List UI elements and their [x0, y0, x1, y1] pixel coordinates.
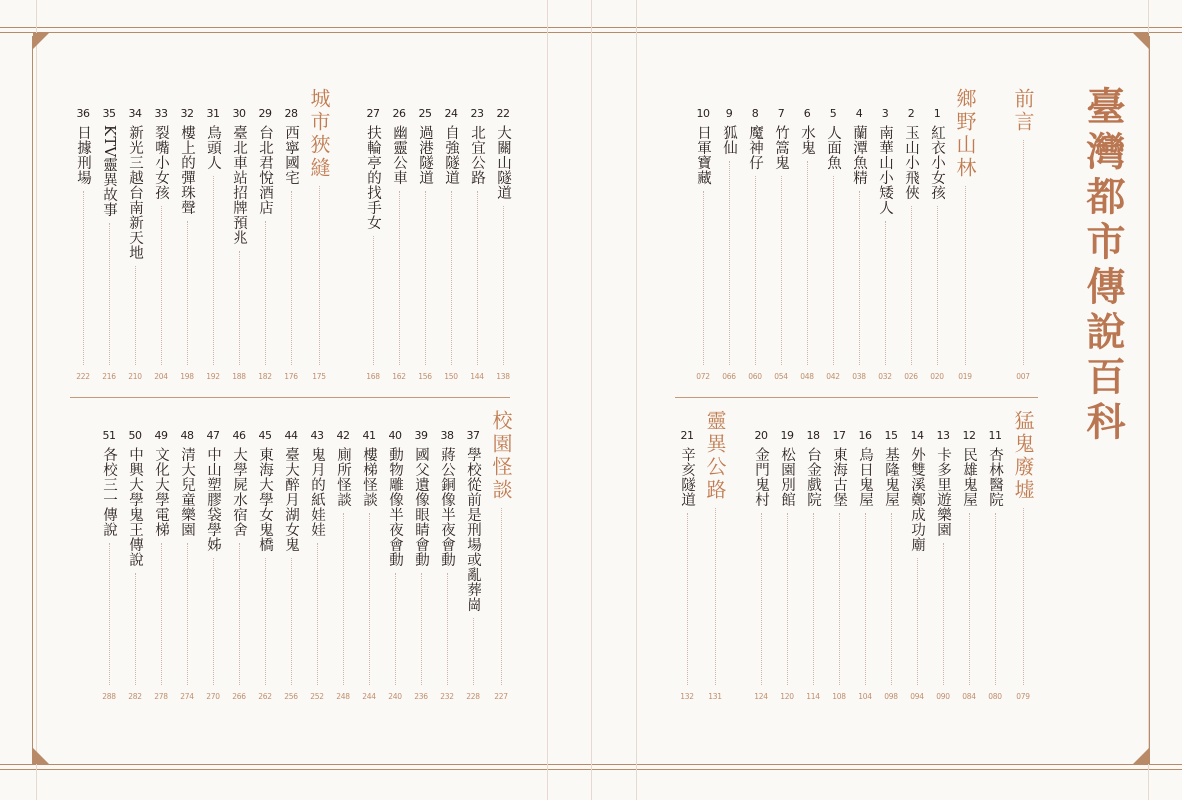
leader-dots — [1023, 508, 1024, 685]
entry-number: 25 — [418, 107, 432, 120]
leader-dots — [135, 266, 136, 365]
toc-entry[interactable] — [932, 430, 954, 704]
entry-title: 玉山小飛俠 — [903, 125, 919, 200]
entry-title: 魔神仔 — [747, 125, 763, 170]
leader-dots — [937, 206, 938, 365]
leader-dots — [501, 508, 502, 685]
entry-page-number: 038 — [852, 372, 866, 381]
entry-title: 民雄鬼屋 — [961, 447, 977, 507]
entry-title: 紅衣小女孩 — [929, 125, 945, 200]
entry-title: 東海大學女鬼橋 — [257, 447, 273, 552]
entry-title: 臺大醉月湖女鬼 — [283, 447, 299, 552]
entry-number: 6 — [803, 107, 811, 120]
leader-dots — [109, 223, 110, 365]
leader-dots — [425, 191, 426, 365]
entry-title: 人面魚 — [825, 125, 841, 170]
entry-page-number: 048 — [800, 372, 814, 381]
entry-title: 中山塑膠袋學姊 — [205, 447, 221, 552]
entry-number: 40 — [388, 429, 402, 442]
entry-page-number: 270 — [206, 692, 220, 701]
entry-title: 外雙溪鄭成功廟 — [909, 447, 925, 552]
toc-entry[interactable] — [306, 430, 328, 704]
section-page-number: 175 — [312, 372, 326, 381]
toc-entry[interactable] — [98, 430, 120, 704]
leader-dots — [421, 573, 422, 685]
section-title: 猛鬼廢墟 — [1011, 410, 1035, 502]
leader-dots — [213, 558, 214, 685]
leader-dots — [265, 558, 266, 685]
entry-number: 37 — [466, 429, 480, 442]
toc-entry[interactable] — [828, 430, 850, 704]
spine-guide — [591, 0, 592, 800]
section-city[interactable] — [306, 88, 332, 384]
corner-ornament-bottom-right — [1133, 748, 1149, 764]
section-title: 城市狹縫 — [307, 88, 331, 180]
toc-entry[interactable] — [440, 108, 462, 384]
entry-number: 5 — [829, 107, 837, 120]
toc-entry[interactable] — [466, 108, 488, 384]
leader-dots — [239, 543, 240, 685]
leader-dots — [265, 221, 266, 365]
leader-dots — [1023, 140, 1024, 365]
toc-entry[interactable] — [770, 108, 792, 384]
leader-dots — [865, 513, 866, 685]
toc-entry[interactable] — [492, 108, 514, 384]
leader-dots — [917, 558, 918, 685]
section-campus[interactable] — [488, 410, 514, 704]
entry-number: 14 — [910, 429, 924, 442]
leader-dots — [161, 206, 162, 365]
entry-number: 9 — [725, 107, 733, 120]
entry-number: 30 — [232, 107, 246, 120]
toc-entry[interactable] — [900, 108, 922, 384]
entry-page-number: 066 — [722, 372, 736, 381]
leader-dots — [891, 513, 892, 685]
toc-entry[interactable] — [750, 430, 772, 704]
entry-page-number: 278 — [154, 692, 168, 701]
entry-number: 19 — [780, 429, 794, 442]
entry-title: 裂嘴小女孩 — [153, 125, 169, 200]
entry-title: 烏日鬼屋 — [857, 447, 873, 507]
entry-page-number: 098 — [884, 692, 898, 701]
entry-page-number: 216 — [102, 372, 116, 381]
entry-number: 32 — [180, 107, 194, 120]
entry-page-number: 252 — [310, 692, 324, 701]
entry-page-number: 248 — [336, 692, 350, 701]
entry-number: 28 — [284, 107, 298, 120]
entry-number: 41 — [362, 429, 376, 442]
entry-number: 2 — [907, 107, 915, 120]
entry-title: 西寧國宅 — [283, 125, 299, 185]
leader-dots — [839, 513, 840, 685]
leader-dots — [943, 543, 944, 685]
entry-page-number: 256 — [284, 692, 298, 701]
corner-ornament-bottom-left — [33, 748, 49, 764]
leader-dots — [503, 206, 504, 365]
section-page-number: 131 — [708, 692, 722, 701]
entry-number: 46 — [232, 429, 246, 442]
entry-title: 動物雕像半夜會動 — [387, 447, 403, 567]
left-margin-guide — [36, 0, 37, 800]
entry-page-number: 132 — [680, 692, 694, 701]
toc-entry[interactable] — [926, 108, 948, 384]
leader-dots — [239, 251, 240, 365]
entry-number: 43 — [310, 429, 324, 442]
entry-title: 國父遺像眼睛會動 — [413, 447, 429, 567]
leader-dots — [83, 191, 84, 365]
entry-number: 23 — [470, 107, 484, 120]
entry-page-number: 182 — [258, 372, 272, 381]
toc-entry[interactable] — [854, 430, 876, 704]
toc-entry[interactable] — [358, 430, 380, 704]
entry-page-number: 240 — [388, 692, 402, 701]
leader-dots — [859, 191, 860, 365]
entry-page-number: 266 — [232, 692, 246, 701]
leader-dots — [213, 176, 214, 365]
entry-number: 4 — [855, 107, 863, 120]
entry-title: 樓上的彈珠聲 — [179, 125, 195, 215]
toc-entry[interactable] — [822, 108, 844, 384]
entry-title: 卡多里遊樂園 — [935, 447, 951, 537]
section-page-number: 007 — [1016, 372, 1030, 381]
entry-number: 47 — [206, 429, 220, 442]
entry-page-number: 054 — [774, 372, 788, 381]
leader-dots — [109, 543, 110, 685]
entry-title: 中興大學鬼王傳說 — [127, 447, 143, 567]
entry-page-number: 144 — [470, 372, 484, 381]
leader-dots — [187, 221, 188, 365]
toc-entry[interactable] — [848, 108, 870, 384]
entry-number: 31 — [206, 107, 220, 120]
left-inner-guide — [547, 0, 548, 800]
entry-page-number: 232 — [440, 692, 454, 701]
right-frame-line — [1149, 36, 1150, 764]
toc-entry[interactable] — [72, 108, 94, 384]
entry-page-number: 176 — [284, 372, 298, 381]
toc-entry[interactable] — [254, 430, 276, 704]
entry-page-number: 288 — [102, 692, 116, 701]
entry-number: 3 — [881, 107, 889, 120]
entry-number: 29 — [258, 107, 272, 120]
leader-dots — [781, 176, 782, 365]
entry-title: 基隆鬼屋 — [883, 447, 899, 507]
entry-number: 48 — [180, 429, 194, 442]
entry-title: 台北君悅酒店 — [257, 125, 273, 215]
section-rural[interactable] — [952, 88, 978, 384]
entry-title: 南華山小矮人 — [877, 125, 893, 215]
entry-title: 鬼月的紙娃娃 — [309, 447, 325, 537]
entry-title: 廁所怪談 — [335, 447, 351, 507]
entry-number: 8 — [751, 107, 759, 120]
leader-dots — [755, 176, 756, 365]
corner-ornament-top-left — [33, 33, 49, 49]
entry-title: 大學屍水宿舍 — [231, 447, 247, 537]
entry-page-number: 222 — [76, 372, 90, 381]
entry-number: 18 — [806, 429, 820, 442]
leader-dots — [447, 573, 448, 685]
entry-number: 33 — [154, 107, 168, 120]
entry-page-number: 210 — [128, 372, 142, 381]
entry-number: 24 — [444, 107, 458, 120]
entry-number: 22 — [496, 107, 510, 120]
toc-entry[interactable] — [958, 430, 980, 704]
entry-page-number: 072 — [696, 372, 710, 381]
entry-page-number: 168 — [366, 372, 380, 381]
entry-title: 扶輪亭的找手女 — [365, 125, 381, 230]
toc-entry[interactable] — [280, 108, 302, 384]
toc-entry[interactable] — [228, 430, 250, 704]
entry-title: 新光三越台南新天地 — [127, 125, 143, 260]
leader-dots — [761, 513, 762, 685]
left-page-divider — [70, 397, 510, 398]
entry-number: 34 — [128, 107, 142, 120]
leader-dots — [343, 513, 344, 685]
toc-entry[interactable] — [880, 430, 902, 704]
leader-dots — [395, 573, 396, 685]
entry-number: 49 — [154, 429, 168, 442]
entry-page-number: 204 — [154, 372, 168, 381]
leader-dots — [291, 191, 292, 365]
leader-dots — [813, 513, 814, 685]
toc-entry[interactable] — [462, 430, 484, 704]
toc-entry[interactable] — [176, 108, 198, 384]
entry-page-number: 124 — [754, 692, 768, 701]
leader-dots — [369, 513, 370, 685]
entry-number: 11 — [988, 429, 1002, 442]
leader-dots — [373, 236, 374, 365]
entry-number: 42 — [336, 429, 350, 442]
entry-page-number: 262 — [258, 692, 272, 701]
entry-title: 日據刑場 — [75, 125, 91, 185]
toc-entry[interactable] — [414, 108, 436, 384]
entry-number: 51 — [102, 429, 116, 442]
section-page-number: 019 — [958, 372, 972, 381]
leader-dots — [473, 618, 474, 685]
leader-dots — [477, 191, 478, 365]
section-preface[interactable] — [1010, 88, 1036, 384]
entry-title: 蔣公銅像半夜會動 — [439, 447, 455, 567]
entry-title: 過港隧道 — [417, 125, 433, 185]
leader-dots — [995, 513, 996, 685]
entry-number: 21 — [680, 429, 694, 442]
toc-entry[interactable] — [150, 108, 172, 384]
entry-page-number: 020 — [930, 372, 944, 381]
entry-title: KTV靈異故事 — [101, 125, 117, 218]
entry-number: 13 — [936, 429, 950, 442]
entry-title: 鳥頭人 — [205, 125, 221, 170]
section-ghost-road[interactable] — [702, 410, 728, 704]
toc-entry[interactable] — [874, 108, 896, 384]
right-page-divider — [675, 397, 1038, 398]
entry-number: 44 — [284, 429, 298, 442]
leader-dots — [135, 573, 136, 685]
toc-entry[interactable] — [410, 430, 432, 704]
toc-entry[interactable] — [744, 108, 766, 384]
entry-number: 7 — [777, 107, 785, 120]
toc-entry[interactable] — [254, 108, 276, 384]
entry-title: 北宜公路 — [469, 125, 485, 185]
section-title: 前言 — [1011, 88, 1035, 134]
toc-entry[interactable] — [776, 430, 798, 704]
section-page-number: 079 — [1016, 692, 1030, 701]
entry-page-number: 188 — [232, 372, 246, 381]
entry-page-number: 162 — [392, 372, 406, 381]
entry-page-number: 244 — [362, 692, 376, 701]
entry-title: 幽靈公車 — [391, 125, 407, 185]
entry-number: 12 — [962, 429, 976, 442]
section-page-number: 227 — [494, 692, 508, 701]
entry-page-number: 108 — [832, 692, 846, 701]
entry-title: 樓梯怪談 — [361, 447, 377, 507]
toc-entry[interactable] — [124, 108, 146, 384]
leader-dots — [291, 558, 292, 685]
leader-dots — [715, 508, 716, 685]
entry-page-number: 104 — [858, 692, 872, 701]
entry-number: 38 — [440, 429, 454, 442]
entry-title: 蘭潭魚精 — [851, 125, 867, 185]
entry-title: 金門鬼村 — [753, 447, 769, 507]
toc-entry[interactable] — [228, 108, 250, 384]
leader-dots — [319, 186, 320, 365]
entry-number: 26 — [392, 107, 406, 120]
entry-title: 清大兒童樂園 — [179, 447, 195, 537]
corner-ornament-top-right — [1133, 33, 1149, 49]
toc-entry[interactable] — [98, 108, 120, 384]
entry-page-number: 138 — [496, 372, 510, 381]
leader-dots — [965, 186, 966, 365]
toc-entry[interactable] — [150, 430, 172, 704]
toc-entry[interactable] — [202, 108, 224, 384]
entry-number: 10 — [696, 107, 710, 120]
leader-dots — [729, 161, 730, 365]
entry-number: 17 — [832, 429, 846, 442]
entry-page-number: 114 — [806, 692, 820, 701]
leader-dots — [703, 191, 704, 365]
entry-title: 杏林醫院 — [987, 447, 1003, 507]
entry-title: 台金戲院 — [805, 447, 821, 507]
entry-title: 日軍寶藏 — [695, 125, 711, 185]
entry-page-number: 026 — [904, 372, 918, 381]
toc-entry[interactable] — [362, 108, 384, 384]
entry-page-number: 274 — [180, 692, 194, 701]
toc-entry[interactable] — [124, 430, 146, 704]
entry-page-number: 032 — [878, 372, 892, 381]
leader-dots — [969, 513, 970, 685]
toc-entry[interactable] — [202, 430, 224, 704]
entry-number: 39 — [414, 429, 428, 442]
entry-number: 15 — [884, 429, 898, 442]
leader-dots — [687, 513, 688, 685]
entry-number: 16 — [858, 429, 872, 442]
entry-title: 竹篙鬼 — [773, 125, 789, 170]
toc-entry[interactable] — [176, 430, 198, 704]
entry-page-number: 236 — [414, 692, 428, 701]
entry-number: 36 — [76, 107, 90, 120]
entry-page-number: 094 — [910, 692, 924, 701]
entry-title: 各校三一傳說 — [101, 447, 117, 537]
leader-dots — [187, 543, 188, 685]
entry-title: 大關山隧道 — [495, 125, 511, 200]
entry-page-number: 080 — [988, 692, 1002, 701]
entry-title: 辛亥隧道 — [679, 447, 695, 507]
section-ruins[interactable] — [1010, 410, 1036, 704]
entry-page-number: 228 — [466, 692, 480, 701]
toc-entry[interactable] — [692, 108, 714, 384]
entry-number: 1 — [933, 107, 941, 120]
right-inner-guide — [636, 0, 637, 800]
entry-title: 水鬼 — [799, 125, 815, 155]
leader-dots — [161, 543, 162, 685]
entry-title: 松園別館 — [779, 447, 795, 507]
section-title: 靈異公路 — [703, 410, 727, 502]
entry-number: 50 — [128, 429, 142, 442]
leader-dots — [885, 221, 886, 365]
leader-dots — [399, 191, 400, 365]
entry-number: 35 — [102, 107, 116, 120]
toc-entry[interactable] — [436, 430, 458, 704]
toc-entry[interactable] — [718, 108, 740, 384]
leader-dots — [451, 191, 452, 365]
leader-dots — [833, 176, 834, 365]
book-title: 臺灣都市傳說百科 — [1080, 86, 1126, 446]
toc-entry[interactable] — [802, 430, 824, 704]
entry-page-number: 192 — [206, 372, 220, 381]
entry-page-number: 282 — [128, 692, 142, 701]
entry-title: 狐仙 — [721, 125, 737, 155]
toc-entry[interactable] — [332, 430, 354, 704]
entry-title: 自強隧道 — [443, 125, 459, 185]
entry-page-number: 060 — [748, 372, 762, 381]
entry-page-number: 090 — [936, 692, 950, 701]
toc-entry[interactable] — [984, 430, 1006, 704]
entry-page-number: 042 — [826, 372, 840, 381]
entry-title: 文化大學電梯 — [153, 447, 169, 537]
leader-dots — [911, 206, 912, 365]
left-frame-line — [32, 36, 33, 764]
toc-entry[interactable] — [676, 430, 698, 704]
entry-page-number: 198 — [180, 372, 194, 381]
entry-page-number: 084 — [962, 692, 976, 701]
toc-entry[interactable] — [388, 108, 410, 384]
entry-page-number: 120 — [780, 692, 794, 701]
leader-dots — [807, 161, 808, 365]
toc-entry[interactable] — [906, 430, 928, 704]
section-title: 校園怪談 — [489, 410, 513, 502]
leader-dots — [317, 543, 318, 685]
entry-title: 東海古堡 — [831, 447, 847, 507]
entry-title: 學校從前是刑場或亂葬崗 — [465, 447, 481, 612]
entry-page-number: 156 — [418, 372, 432, 381]
toc-entry[interactable] — [280, 430, 302, 704]
entry-page-number: 150 — [444, 372, 458, 381]
entry-number: 45 — [258, 429, 272, 442]
toc-entry[interactable] — [384, 430, 406, 704]
entry-number: 27 — [366, 107, 380, 120]
toc-entry[interactable] — [796, 108, 818, 384]
section-title: 鄉野山林 — [953, 88, 977, 180]
leader-dots — [787, 513, 788, 685]
entry-title: 臺北車站招牌預兆 — [231, 125, 247, 245]
entry-number: 20 — [754, 429, 768, 442]
